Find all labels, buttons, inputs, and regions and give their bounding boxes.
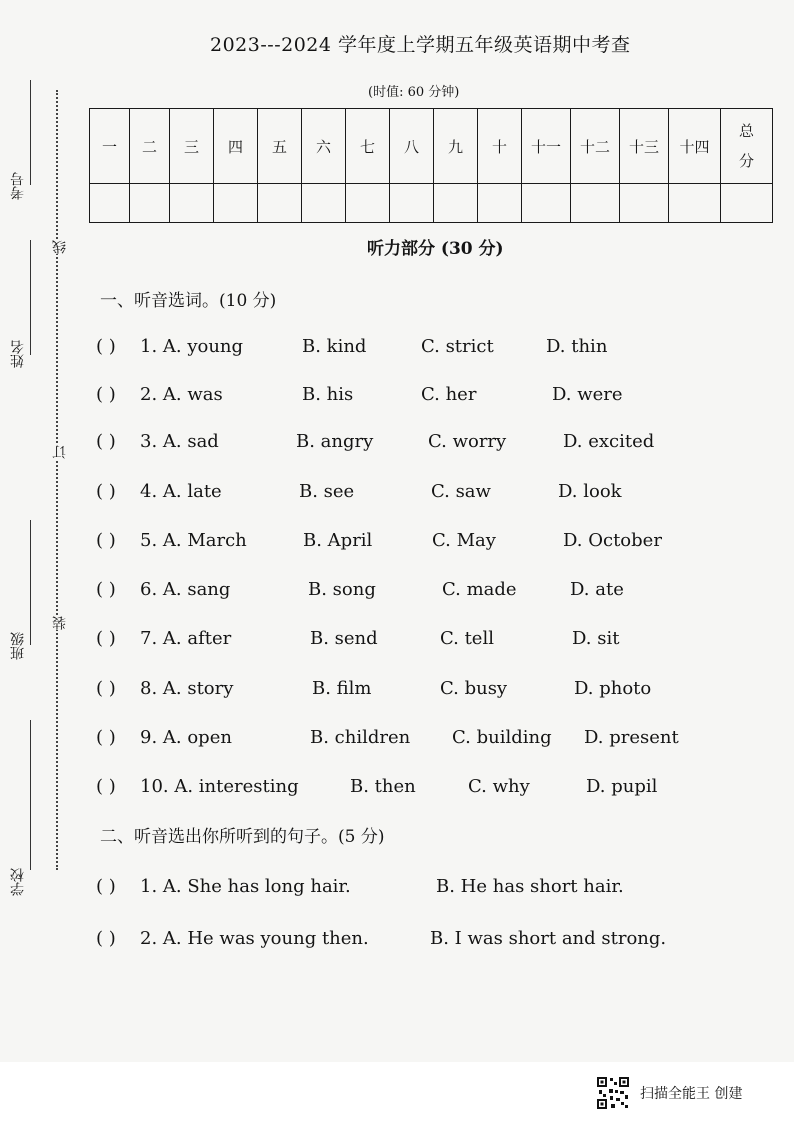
option-d: D. were <box>552 384 623 405</box>
score-col-header: 十三 <box>620 109 669 184</box>
option-b: B. children <box>310 727 411 748</box>
option-a: 9. A. open <box>140 727 232 748</box>
xingming-line <box>30 240 31 355</box>
score-col-header: 九 <box>434 109 478 184</box>
score-cell[interactable] <box>170 184 214 223</box>
answer-blank[interactable]: ( ) <box>96 481 116 502</box>
option-d: D. present <box>584 727 679 748</box>
score-col-header: 十四 <box>669 109 721 184</box>
answer-blank[interactable]: ( ) <box>96 776 116 797</box>
score-table <box>89 108 773 223</box>
score-cell[interactable] <box>302 184 346 223</box>
banji-line <box>30 520 31 645</box>
score-cell[interactable] <box>522 184 571 223</box>
option-b: B. kind <box>302 336 367 357</box>
score-col-header: 四 <box>214 109 258 184</box>
option-d: D. pupil <box>586 776 658 797</box>
section2-heading: 二、听音选出你所听到的句子。(5 分) <box>100 827 385 847</box>
option-c: C. building <box>452 727 552 748</box>
option-b: B. April <box>303 530 373 551</box>
question-row <box>96 431 716 457</box>
question-row <box>96 628 716 654</box>
score-col-header: 六 <box>302 109 346 184</box>
option-d: D. thin <box>546 336 608 357</box>
kaohao-line <box>30 80 31 185</box>
option-b: B. angry <box>296 431 374 452</box>
score-cell[interactable] <box>478 184 522 223</box>
answer-blank[interactable]: ( ) <box>96 579 116 600</box>
score-col-header: 二 <box>130 109 170 184</box>
option-b: B. song <box>308 579 376 600</box>
option-a: 2. A. was <box>140 384 223 405</box>
option-a: 5. A. March <box>140 530 247 551</box>
question-row <box>96 336 716 362</box>
question-row <box>96 579 716 605</box>
answer-blank[interactable]: ( ) <box>96 384 116 405</box>
answer-blank[interactable]: ( ) <box>96 727 116 748</box>
answer-blank[interactable]: ( ) <box>96 530 116 551</box>
option-c: C. tell <box>440 628 494 649</box>
xian-mark: 线 <box>52 240 68 254</box>
option-d: D. October <box>563 530 662 551</box>
option-b: B. see <box>299 481 355 502</box>
score-col-header-total: 总 分 <box>721 109 773 184</box>
option-d: D. look <box>558 481 622 502</box>
option-d: D. sit <box>572 628 620 649</box>
option-a: 7. A. after <box>140 628 232 649</box>
xingming-label: 姓名 <box>10 340 26 368</box>
option-b: B. send <box>310 628 378 649</box>
score-cell[interactable] <box>571 184 620 223</box>
score-col-header: 五 <box>258 109 302 184</box>
option-d: D. photo <box>574 678 652 699</box>
score-cell[interactable] <box>214 184 258 223</box>
score-col-header: 十一 <box>522 109 571 184</box>
option-b: B. his <box>302 384 354 405</box>
answer-blank[interactable]: ( ) <box>96 628 116 649</box>
answer-blank[interactable]: ( ) <box>96 336 116 357</box>
option-a: 8. A. story <box>140 678 234 699</box>
score-cell[interactable] <box>434 184 478 223</box>
option-b: B. film <box>312 678 372 699</box>
score-cell[interactable] <box>669 184 721 223</box>
score-col-header: 十 <box>478 109 522 184</box>
score-col-header: 三 <box>170 109 214 184</box>
option-c: C. strict <box>421 336 494 357</box>
sentence-row <box>96 876 716 902</box>
option-a: 3. A. sad <box>140 431 219 452</box>
option-d: D. excited <box>563 431 655 452</box>
exam-title: 2023---2024 学年度上学期五年级英语期中考查 <box>210 34 631 56</box>
answer-blank[interactable]: ( ) <box>96 876 116 897</box>
score-col-header: 十二 <box>571 109 620 184</box>
question-row <box>96 678 716 704</box>
option-a: 1. A. young <box>140 336 244 357</box>
option-c: C. why <box>468 776 530 797</box>
score-cell[interactable] <box>620 184 669 223</box>
option-c: C. made <box>442 579 517 600</box>
qr-code-icon <box>596 1076 630 1110</box>
question-row <box>96 776 716 802</box>
answer-blank[interactable]: ( ) <box>96 431 116 452</box>
section1-heading: 一、听音选词。(10 分) <box>100 291 277 311</box>
scanner-watermark: 扫描全能王 创建 <box>640 1086 743 1102</box>
score-cell[interactable] <box>346 184 390 223</box>
option-a: 4. A. late <box>140 481 222 502</box>
zhuang-mark: 装 <box>52 616 68 630</box>
score-cell-total[interactable] <box>721 184 773 223</box>
score-col-header: 七 <box>346 109 390 184</box>
question-row <box>96 530 716 556</box>
time-limit: (时值: 60 分钟) <box>368 85 460 100</box>
xuexiao-label: 学校 <box>10 868 26 896</box>
option-c: C. saw <box>431 481 491 502</box>
score-cell[interactable] <box>90 184 130 223</box>
option-a: 10. A. interesting <box>140 776 299 797</box>
kaohao-label: 考号 <box>10 172 26 200</box>
option-a: 2. A. He was young then. <box>140 928 369 949</box>
score-cell[interactable] <box>390 184 434 223</box>
option-c: C. her <box>421 384 477 405</box>
score-cell[interactable] <box>258 184 302 223</box>
score-col-header: 一 <box>90 109 130 184</box>
question-row <box>96 727 716 753</box>
option-b: B. He has short hair. <box>436 876 624 897</box>
binding-dotted-line <box>56 90 58 870</box>
option-c: C. May <box>432 530 496 551</box>
score-col-header: 八 <box>390 109 434 184</box>
option-b: B. then <box>350 776 416 797</box>
score-cell[interactable] <box>130 184 170 223</box>
option-a: 1. A. She has long hair. <box>140 876 351 897</box>
option-c: C. busy <box>440 678 508 699</box>
question-row <box>96 481 716 507</box>
option-c: C. worry <box>428 431 507 452</box>
xuexiao-line <box>30 720 31 870</box>
option-d: D. ate <box>570 579 624 600</box>
ding-mark: 订 <box>52 445 68 459</box>
sentence-row <box>96 928 716 954</box>
answer-blank[interactable]: ( ) <box>96 678 116 699</box>
option-b: B. I was short and strong. <box>430 928 667 949</box>
banji-label: 班级 <box>10 632 26 660</box>
listening-part-title: 听力部分 (30 分) <box>367 239 504 259</box>
question-row <box>96 384 716 410</box>
answer-blank[interactable]: ( ) <box>96 928 116 949</box>
option-a: 6. A. sang <box>140 579 231 600</box>
